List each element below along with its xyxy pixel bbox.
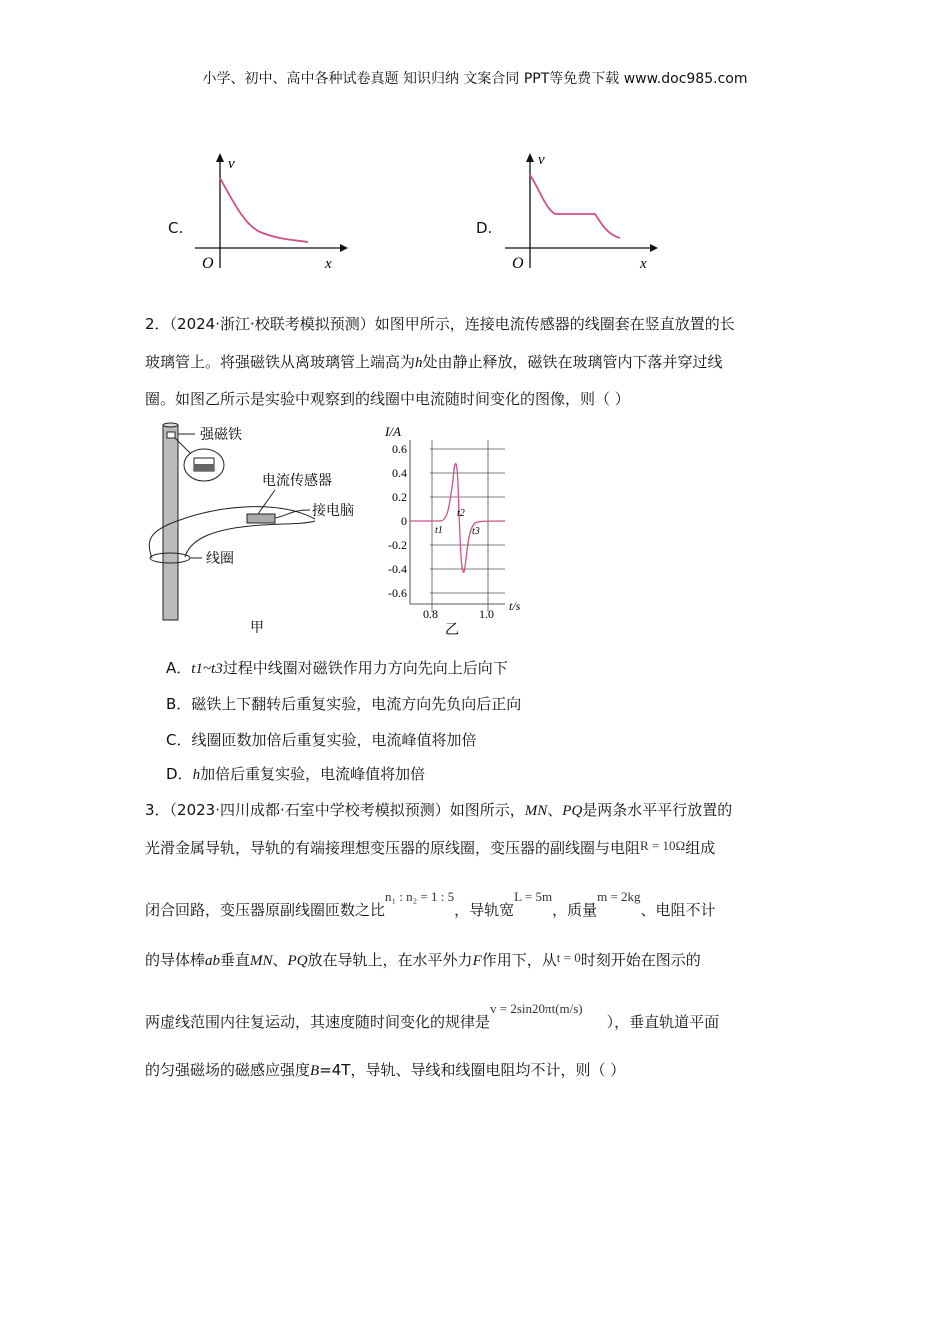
x-tick: 0.8	[423, 607, 438, 621]
axis-v: v	[538, 152, 545, 168]
q3-line6: 的匀强磁场的磁感应强度B=4T，导轨、导线和线圈电阻均不计，则（ ）	[145, 1061, 626, 1079]
glass-tube	[163, 425, 178, 620]
figure-jia	[140, 420, 370, 640]
axis-x: x	[640, 256, 647, 272]
y-tick: 0	[401, 514, 407, 528]
axis-v: v	[228, 156, 235, 172]
magnet	[167, 432, 175, 438]
origin: O	[202, 255, 214, 272]
x-tick: 1.0	[479, 607, 494, 621]
y-tick: -0.2	[388, 538, 407, 552]
magnet-label: 强磁铁	[200, 428, 242, 443]
caption-yi: 乙	[445, 623, 459, 638]
option-a[interactable]: A．t1~t3过程中线圈对磁铁作用力方向先向上后向下	[166, 659, 508, 677]
current-sensor	[247, 514, 275, 523]
y-tick: -0.6	[388, 586, 407, 600]
option-d[interactable]: D．h加倍后重复实验，电流峰值将加倍	[166, 765, 426, 783]
option-c[interactable]: C．线圈匝数加倍后重复实验，电流峰值将加倍	[166, 731, 477, 749]
q2-line2: 玻璃管上。将强磁铁从离玻璃管上端高为h处由静止释放，磁铁在玻璃管内下落并穿过线	[145, 353, 723, 371]
sensor-label: 电流传感器	[262, 474, 332, 489]
y-axis-label: I/A	[385, 424, 401, 439]
y-tick: -0.4	[388, 562, 407, 576]
coil-label: 线圈	[206, 552, 234, 567]
t1-label: t1	[435, 525, 443, 536]
q2-line3: 圈。如图乙所示是实验中观察到的线圈中电流随时间变化的图像，则（ ）	[145, 390, 630, 408]
origin: O	[512, 255, 524, 272]
computer-label: 接电脑	[312, 504, 354, 519]
option-d-label: D.	[476, 219, 493, 237]
q2-line1: 2．（2024·浙江·校联考模拟预测）如图甲所示，连接电流传感器的线圈套在竖直放置的长	[145, 315, 735, 333]
caption-jia: 甲	[250, 621, 264, 636]
q3-line1: 3．（2023·四川成都·石室中学校考模拟预测）如图所示，MN、PQ是两条水平平行放置的	[145, 801, 733, 819]
graph-d	[500, 150, 660, 275]
velocity-curve	[530, 175, 620, 238]
option-c-label: C.	[168, 219, 184, 237]
velocity-curve	[220, 178, 308, 242]
t2-label: t2	[457, 508, 465, 519]
axis-x: x	[325, 256, 332, 272]
option-b[interactable]: B．磁铁上下翻转后重复实验，电流方向先负向后正向	[166, 695, 522, 713]
page-header: 小学、初中、高中各种试卷真题 知识归纳 文案合同 PPT等免费下载 www.doc985.com	[202, 71, 748, 87]
y-tick: 0.4	[392, 466, 407, 480]
y-tick: 0.6	[392, 442, 407, 456]
graph-c	[190, 150, 350, 275]
figure-yi-current-graph	[375, 420, 535, 640]
q3-line4: 的导体棒ab垂直MN、PQ放在导轨上，在水平外力F作用下，从t = 0时刻开始在图示的	[145, 950, 701, 969]
x-axis-label: t/s	[509, 599, 521, 613]
q3-line5: 两虚线范围内往复运动，其速度随时间变化的规律是v = 2sin20πt(m/s)），垂直轨道平面	[145, 1001, 720, 1031]
y-tick: 0.2	[392, 490, 407, 504]
q3-line3: 闭合回路，变压器原副线圈匝数之比n₁ : n₂ = 1 : 5，导轨宽L = 5m，质量m = 2kg、电阻不计	[145, 889, 716, 919]
t3-label: t3	[472, 526, 480, 537]
q3-line2: 光滑金属导轨，导轨的有端接理想变压器的原线圈，变压器的副线圈与电阻R = 10Ω组成	[145, 838, 716, 857]
